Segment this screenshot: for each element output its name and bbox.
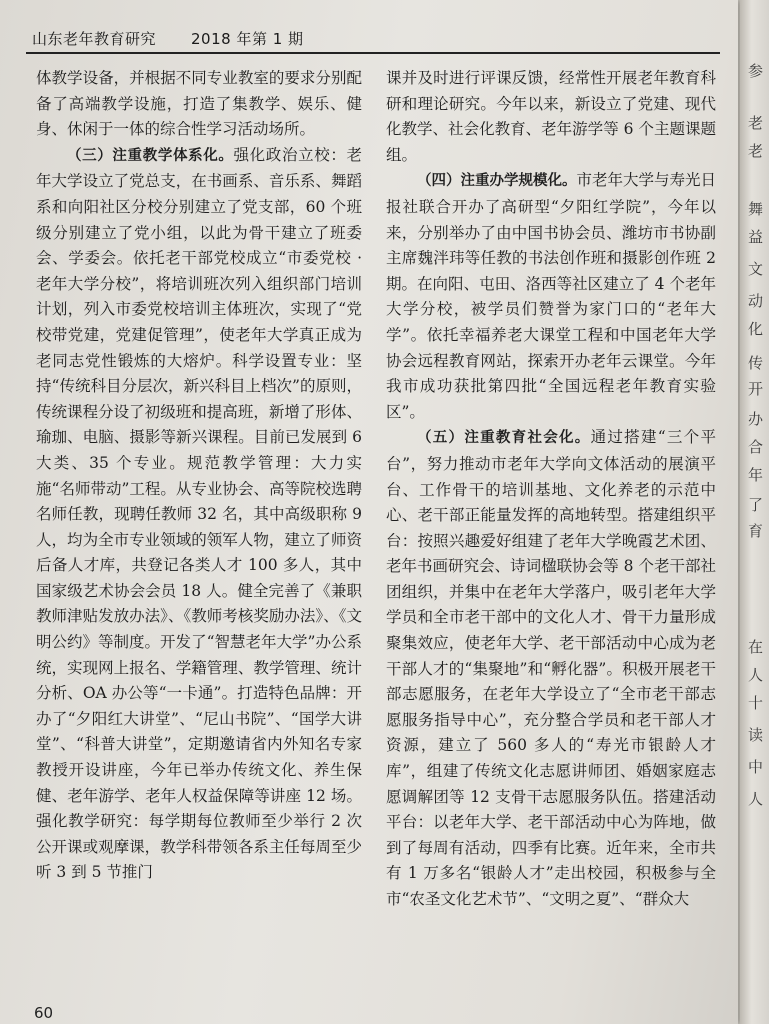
section-heading: （五）注重教育社会化。 — [417, 430, 591, 447]
paragraph-text: 课并及时进行评课反馈，经常性开展老年教育科研和理论研究。今年以来，新设立了党建、现代化教学、社会化教育、老年游学等 6 个主题课题组。 — [386, 69, 716, 164]
section-heading: （三）注重教学体系化。 — [67, 147, 234, 164]
adjacent-page-char: 舞 — [748, 200, 764, 218]
paragraph — [386, 425, 716, 912]
running-header — [26, 24, 720, 54]
adjacent-page-char: 合 — [748, 438, 764, 456]
paragraph — [386, 66, 716, 168]
adjacent-page-char: 育 — [748, 522, 764, 540]
adjacent-page-char: 参 — [748, 62, 764, 80]
issue-label: 2018 年第 1 期 — [191, 30, 304, 48]
adjacent-page-char: 人 — [748, 790, 764, 808]
adjacent-page-char: 读 — [748, 726, 764, 744]
adjacent-page-char: 中 — [748, 758, 764, 776]
adjacent-page-char: 传 — [748, 354, 764, 372]
adjacent-page-edge — [740, 0, 769, 1024]
paragraph-text: 通过搭建“三个平台”，努力推动市老年大学向文体活动的展演平台、工作骨干的培训基地、文化养老的示范中心、老干部正能量发挥的高地转型。搭建组织平台：按照兴趣爱好组建了老年大学晚霞艺术团、老年书画研究会、诗词楹联协会等 8 个老干部社团组织，并集中在老年大学落户，吸引老年大学学员和全市老干部中的文化人才、骨干力量形成聚集效应，使老年大学、老干部活动中心成为老干部人才的“集聚地”和“孵化器”。积极开展老干部志愿服务，在老年大学设立了“全市老干部志愿服务指导中心”，充分整合学员和老干部人才资源，建立了 560 多人的“寿光市银龄人才库”，组建了传统文化志愿讲师团、婚姻家庭志愿调解团等 12 支骨干志愿服务队伍。搭建活动平台：以老年大学、老干部活动中心为阵地，做到了每周有活动，四季有比赛。近年来，全市共有 1 万多名“银龄人才”走出校园，积极参与全市“农圣文化艺术节”、“文明之夏”、“群众大 — [386, 428, 716, 908]
header-rule — [26, 52, 720, 54]
adjacent-page-char: 人 — [748, 666, 764, 684]
adjacent-page-char: 老 — [748, 142, 764, 160]
right-column — [386, 66, 716, 913]
adjacent-page-char: 化 — [748, 320, 764, 338]
paragraph — [36, 66, 362, 143]
adjacent-page-char: 办 — [748, 410, 764, 428]
adjacent-page-char: 动 — [748, 292, 764, 310]
paragraph — [36, 143, 362, 886]
paragraph — [386, 168, 716, 425]
paragraph-text: 强化政治立校：老年大学设立了党总支，在书画系、音乐系、舞蹈系和向阳社区分校分别建立了党支部，60 个班级分别建立了党小组，以此为骨干建立了班委会、学委会。依托老干部党校成立“市委党校 · 老年大学分校”，将培训班次列入组织部门培训计划，列入市委党校培训主体班次，实现了“党校带党建，党建促管理”，使老年大学真正成为老同志党性锻炼的大熔炉。科学设置专业：坚持“传统科目分层次，新兴科目上档次”的原则，传统课程分设了初级班和提高班，新增了形体、瑜珈、电脑、摄影等新兴课程。目前已发展到 6 大类、35 个专业。规范教学管理：大力实施“名师带动”工程。从专业协会、高等院校选聘名师任教，现聘任教师 32 名，其中高级职称 9 人，均为全市专业领域的领军人物，建立了师资后备人才库，共登记各类人才 100 多人，其中国家级艺术协会会员 18 人。健全完善了《兼职教师津贴发放办法》、《教师考核奖励办法》、《文明公约》等制度。开发了“智慧老年大学”办公系统，实现网上报名、学籍管理、教学管理、统计分析、OA 办公等“一卡通”。打造特色品牌：开办了“夕阳红大讲堂”、“尼山书院”、“国学大讲堂”、“科普大讲堂”，定期邀请省内外知名专家教授开设讲座，今年已举办传统文化、养生保健、老年游学、老年人权益保障等讲座 12 场。强化教学研究：每学期每位教师至少举行 2 次公开课或观摩课，教学科带领各系主任每周至少听 3 到 5 节推门 — [36, 145, 362, 882]
adjacent-page-char: 在 — [748, 638, 764, 656]
adjacent-page-char: 老 — [748, 114, 764, 132]
page-number: 60 — [34, 1004, 54, 1022]
adjacent-page-char: 年 — [748, 466, 764, 484]
left-column — [36, 66, 362, 886]
journal-title: 山东老年教育研究 — [32, 30, 157, 48]
adjacent-page-char: 了 — [748, 496, 764, 514]
paragraph-text: 体教学设备，并根据不同专业教室的要求分别配备了高端教学设施，打造了集教学、娱乐、健身、休闲于一体的综合性学习活动场所。 — [36, 69, 362, 139]
paragraph-text: 市老年大学与寿光日报社联合开办了高研型“夕阳红学院”，今年以来，分别举办了由中国书协会员、潍坊市书协副主席魏泮玮等任教的书法创作班和摄影创作班 2 期。在向阳、屯田、洛西等社区建立了 4 个老年大学分校，被学员们赞誉为家门口的“老年大学”。依托幸福养老大课堂工程和中国老年大学协会远程教育网站，探索开办老年云课堂。今年我市成功获批第四批“全国远程老年教育实验区”。 — [386, 171, 717, 421]
section-heading: （四）注重办学规模化。 — [417, 173, 577, 190]
adjacent-page-char: 开 — [748, 380, 764, 398]
adjacent-page-char: 文 — [748, 260, 764, 278]
adjacent-page-char: 益 — [748, 228, 764, 246]
adjacent-page-char: 十 — [748, 694, 764, 712]
